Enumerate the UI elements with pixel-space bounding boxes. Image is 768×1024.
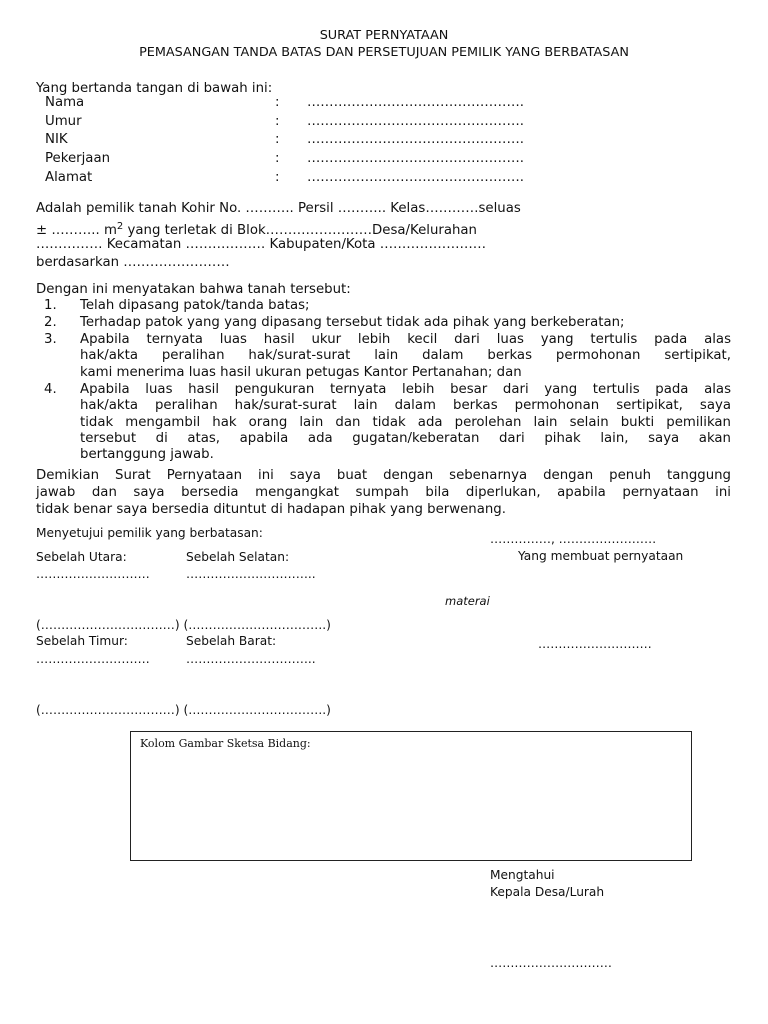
- north-neighbor-label: Sebelah Utara:: [36, 550, 127, 564]
- list-item-text: tidak mengambil hak orang lain dan tidak ada perolehan lain selain bukti pemilikan: [80, 415, 731, 430]
- field-blank: ………………………………………….: [307, 170, 524, 185]
- field-colon: :: [275, 170, 280, 185]
- field-row-name: [45, 94, 524, 112]
- list-item-text: Apabila luas hasil pengukuran ternyata lebih besar dari yang tertulis pada alas: [80, 382, 731, 397]
- owner-line-3: …………… Kecamatan ……………… Kabupaten/Kota ……………………: [36, 237, 487, 252]
- approval-label: Menyetujui pemilik yang berbatasan:: [36, 526, 263, 540]
- list-item-text: Apabila ternyata luas hasil ukur lebih kecil dari luas yang tertulis pada alas: [80, 332, 731, 347]
- owner-location-text: yang terletak di Blok……………………Desa/Kelurahan: [123, 223, 477, 238]
- maker-signature-blank: ……………………….: [538, 637, 652, 651]
- document-title: SURAT PERNYATAAN: [319, 28, 449, 43]
- field-label: Alamat: [45, 170, 93, 185]
- south-neighbor-blank: …………………………..: [186, 567, 316, 581]
- list-number: 3.: [44, 332, 57, 347]
- list-item-text: tersebut di atas, apabila ada gugatan/keberatan dari pihak lain, saya akan: [80, 431, 731, 446]
- west-neighbor-label: Sebelah Barat:: [186, 634, 277, 648]
- field-row-nik: [45, 131, 524, 149]
- east-neighbor-label: Sebelah Timur:: [36, 634, 128, 648]
- list-item-text: kami menerima luas hasil ukuran petugas Kantor Pertanahan; dan: [80, 365, 522, 380]
- field-colon: :: [275, 114, 280, 129]
- field-label: Pekerjaan: [45, 151, 111, 166]
- field-row-age: [45, 113, 524, 131]
- field-blank: ………………………………………….: [307, 151, 524, 166]
- list-number: 2.: [44, 315, 57, 330]
- list-item-text: Terhadap patok yang yang dipasang tersebut tidak ada pihak yang berkeberatan;: [80, 315, 625, 330]
- field-label: Umur: [45, 114, 82, 129]
- list-number: 4.: [44, 382, 57, 397]
- materai-stamp-label: materai: [445, 594, 490, 608]
- closing-line-1: Demikian Surat Pernyataan ini saya buat dengan sebenarnya dengan penuh tanggung: [36, 468, 731, 483]
- list-number: 1.: [44, 298, 57, 313]
- north-neighbor-blank: ……………………….: [36, 567, 150, 581]
- field-blank: ………………………………………….: [307, 132, 524, 147]
- owner-line-4: berdasarkan ……………………: [36, 255, 230, 270]
- list-item-text: Telah dipasang patok/tanda batas;: [80, 298, 310, 313]
- south-neighbor-label: Sebelah Selatan:: [186, 550, 290, 564]
- west-neighbor-blank: …………………………..: [186, 652, 316, 666]
- east-neighbor-blank: ……………………….: [36, 652, 150, 666]
- field-colon: :: [275, 151, 280, 166]
- field-label: Nama: [45, 95, 85, 110]
- field-colon: :: [275, 95, 280, 110]
- closing-line-2: jawab dan saya bersedia mengangkat sumpah bila diperlukan, apabila pernyataan ini: [36, 485, 731, 500]
- closing-line-3: tidak benar saya bersedia dituntut di hadapan pihak yang berwenang.: [36, 502, 506, 517]
- field-row-address: [45, 169, 524, 187]
- acknowledge-label: Mengtahui: [490, 868, 555, 882]
- field-blank: ………………………………………….: [307, 114, 524, 129]
- owner-line-1: Adalah pemilik tanah Kohir No. ……….. Persil ……….. Kelas…………seluas: [36, 201, 521, 216]
- intro-text: Yang bertanda tangan di bawah ini:: [36, 81, 273, 96]
- signature-parentheses-row-1: (……………………………) (…………………………….): [36, 618, 331, 632]
- maker-label: Yang membuat pernyataan: [518, 549, 684, 563]
- field-blank: ………………………………………….: [307, 95, 524, 110]
- sketch-box-label: Kolom Gambar Sketsa Bidang:: [140, 737, 311, 750]
- list-item-text: hak/akta peralihan hak/surat-surat lain dalam berkas permohonan sertipikat, saya: [80, 398, 731, 413]
- list-item-text: bertanggung jawab.: [80, 447, 214, 462]
- sketch-box: [130, 731, 692, 861]
- statement-intro: Dengan ini menyatakan bahwa tanah tersebut:: [36, 282, 351, 297]
- field-row-occupation: [45, 150, 524, 168]
- field-label: NIK: [45, 132, 68, 147]
- field-colon: :: [275, 132, 280, 147]
- square-superscript: 2: [116, 221, 124, 232]
- village-head-signature-blank: …………………………: [490, 956, 612, 970]
- signature-parentheses-row-2: (……………………………) (…………………………….): [36, 703, 331, 717]
- document-subtitle: PEMASANGAN TANDA BATAS DAN PERSETUJUAN PEMILIK YANG BERBATASAN: [139, 45, 629, 60]
- list-item-text: hak/akta peralihan hak/surat-surat lain dalam berkas permohonan sertipikat,: [80, 348, 731, 363]
- place-date-blank: ……………, ……………………: [490, 532, 657, 546]
- village-head-label: Kepala Desa/Lurah: [490, 885, 605, 899]
- owner-area-text: ± ……….. m: [36, 223, 117, 238]
